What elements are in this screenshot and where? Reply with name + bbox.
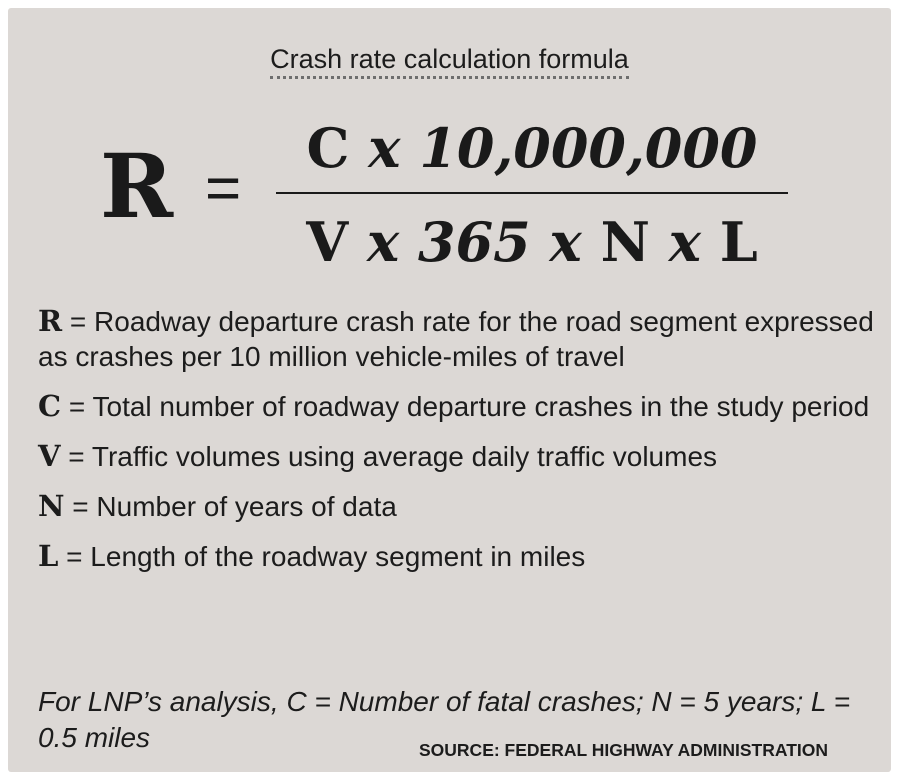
definition-c-symbol: C [38, 389, 62, 423]
definition-r [38, 304, 883, 374]
definition-l-text: = Length of the roadway segment in miles [58, 541, 586, 572]
denominator-n: N [600, 210, 650, 274]
info-panel [8, 8, 891, 772]
definition-l [38, 539, 883, 574]
definition-r-text: = Roadway departure crash rate for the road segment expressed as crashes per 10 million vehicle-miles of travel [38, 306, 874, 372]
definition-v-symbol: V [38, 439, 61, 473]
formula-numerator [276, 110, 788, 186]
definition-r-symbol: R [38, 304, 63, 338]
definitions-list [38, 304, 883, 589]
fraction-bar [276, 192, 788, 194]
definition-l-symbol: L [38, 539, 59, 573]
definition-c [38, 389, 883, 424]
numerator-c: C [306, 116, 350, 180]
title [8, 42, 891, 79]
denominator-times-3: x [668, 210, 701, 274]
source-credit: SOURCE: FEDERAL HIGHWAY ADMINISTRATION [419, 740, 829, 760]
denominator-l: L [719, 210, 758, 274]
denominator-v: V [306, 210, 349, 274]
definition-v [38, 439, 883, 474]
definition-n [38, 489, 883, 524]
denominator-times-1: x [366, 210, 400, 274]
formula-denominator [276, 204, 788, 280]
definition-v-text: = Traffic volumes using average daily traffic volumes [60, 441, 718, 472]
numerator-times: x [368, 116, 401, 180]
formula-equals-sign: = [205, 154, 242, 223]
formula-rate-symbol: R [100, 134, 174, 238]
numerator-constant: 10,000,000 [419, 116, 758, 180]
denominator-times-2: x [549, 210, 582, 274]
denominator-days: 365 [418, 210, 531, 274]
definition-n-symbol: N [38, 489, 65, 523]
title-text: Crash rate calculation formula [270, 42, 629, 79]
definition-n-text: = Number of years of data [64, 491, 397, 522]
definition-c-text: = Total number of roadway departure crashes in the study period [61, 391, 870, 422]
analysis-note: For LNP’s analysis, C = Number of fatal crashes; N = 5 years; L = 0.5 miles [38, 686, 851, 753]
